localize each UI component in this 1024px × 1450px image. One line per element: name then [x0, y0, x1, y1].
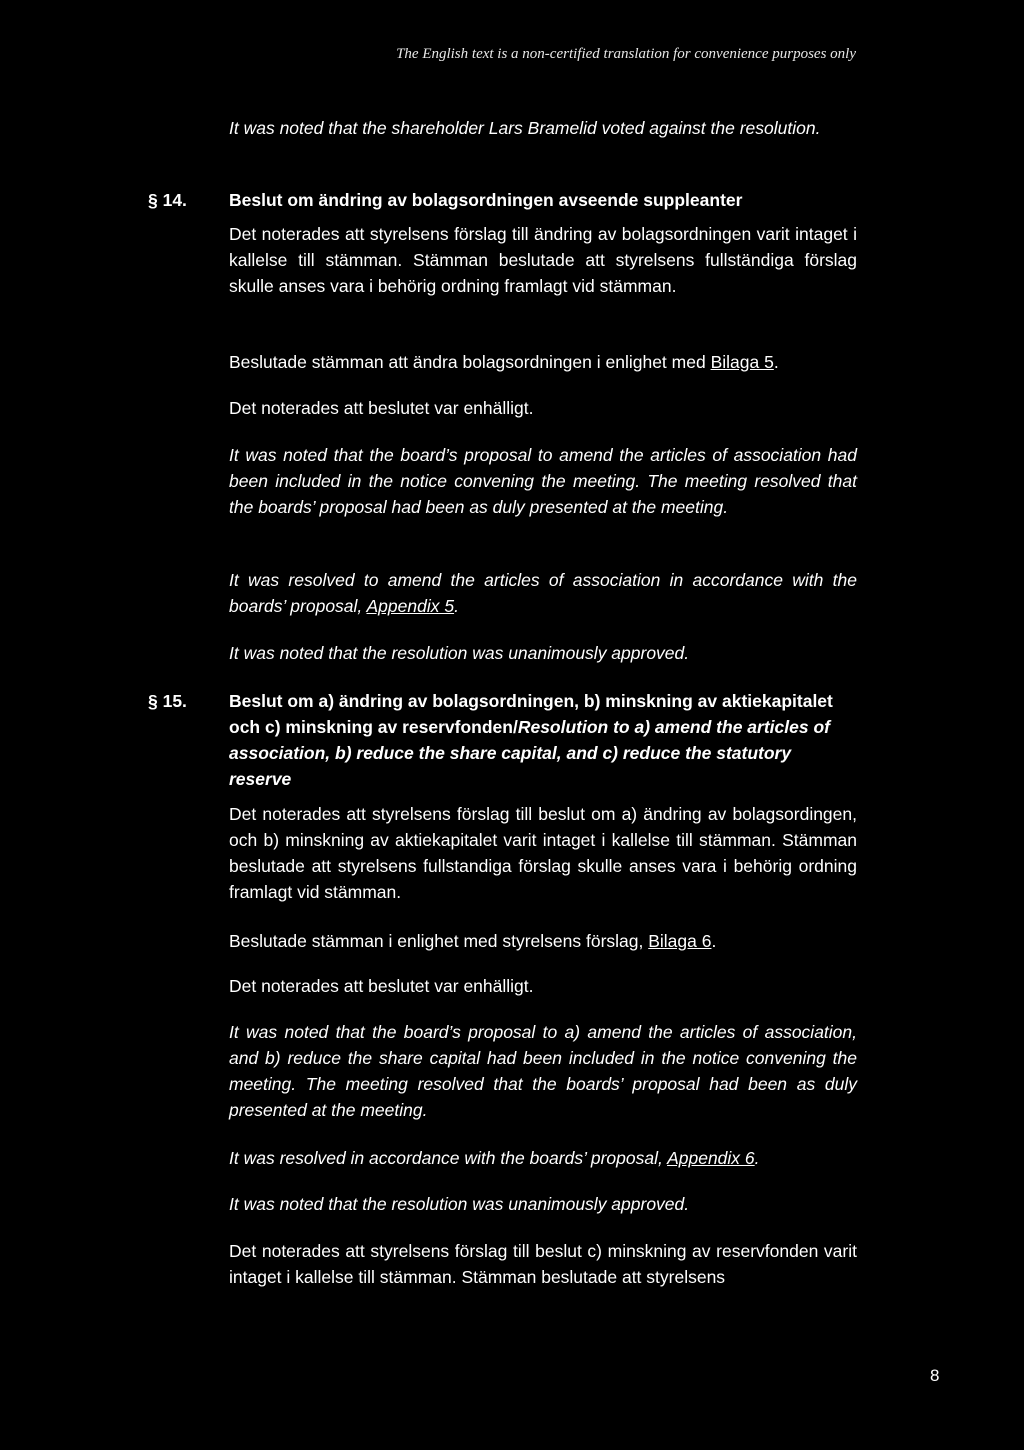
section-15-number: § 15.	[148, 691, 187, 711]
section-15-en-resolution: It was resolved in accordance with the boards’ proposal, Appendix 6.	[229, 1148, 760, 1168]
section-15-sv-notice: Det noterades att styrelsens förslag till beslut om a) ändring av bolagsordingen, och b) minskning av aktiekapitalet varit intaget i kallelse till stämman. Stämman beslutade att styrelsens fullstandiga förslag skulle anses vara i behörig ordning framlagt vid stämman.	[229, 804, 857, 902]
section-15-en-notice: It was noted that the board’s proposal to a) amend the articles of association, and b) reduce the share capital had been included in the notice convening the meeting. The meeting resolved that the boards’ proposal had been as duly presented at the meeting.	[229, 1022, 857, 1120]
section-15-sv-reserve-notice: Det noterades att styrelsens förslag till beslut c) minskning av reservfonden varit intaget i kallelse till stämman. Stämman beslutade att styrelsens	[229, 1241, 857, 1287]
appendix-5-link[interactable]: Appendix 5	[366, 596, 455, 616]
section-14-sv-notice: Det noterades att styrelsens förslag till ändring av bolagsordningen varit intaget i kallelse till stämman. Stämman beslutade att styrelsens fullständiga förslag skulle anses vara i behörig ordning framlagt vid stämman.	[229, 224, 857, 296]
section-14-en-notice: It was noted that the board’s proposal to amend the articles of association had been included in the notice convening the meeting. The meeting resolved that the boards’ proposal had been as duly presented at the meeting.	[229, 445, 857, 517]
section-14-title: Beslut om ändring av bolagsordningen avseende suppleanter	[229, 190, 743, 210]
section-15-en-unanimous: It was noted that the resolution was unanimously approved.	[229, 1194, 690, 1214]
section-14-sv-resolution: Beslutade stämman att ändra bolagsordningen i enlighet med Bilaga 5.	[229, 352, 779, 372]
section-15-title: Beslut om a) ändring av bolagsordningen, b) minskning av aktiekapitalet och c) minskning av reservfonden/Resolution to a) amend the articles of association, b) reduce the share capital, and c) reduce the statutory reserve	[229, 691, 833, 789]
bilaga-5-link[interactable]: Bilaga 5	[710, 352, 774, 372]
section-14-number: § 14.	[148, 190, 187, 210]
shareholder-vote-note: It was noted that the shareholder Lars Bramelid voted against the resolution.	[229, 118, 821, 138]
section-15-sv-resolution: Beslutade stämman i enlighet med styrelsens förslag, Bilaga 6.	[229, 931, 717, 951]
section-15-sv-unanimous: Det noterades att beslutet var enhälligt.	[229, 976, 534, 996]
section-14-en-unanimous: It was noted that the resolution was unanimously approved.	[229, 643, 690, 663]
section-14-en-resolution: It was resolved to amend the articles of association in accordance with the boards’ proposal, Appendix 5.	[229, 570, 857, 616]
page-number: 8	[930, 1366, 940, 1385]
section-14-sv-unanimous: Det noterades att beslutet var enhälligt.	[229, 398, 534, 418]
bilaga-6-link[interactable]: Bilaga 6	[648, 931, 712, 951]
appendix-6-link[interactable]: Appendix 6	[667, 1148, 755, 1168]
translation-disclaimer: The English text is a non-certified translation for convenience purposes only	[396, 46, 856, 62]
